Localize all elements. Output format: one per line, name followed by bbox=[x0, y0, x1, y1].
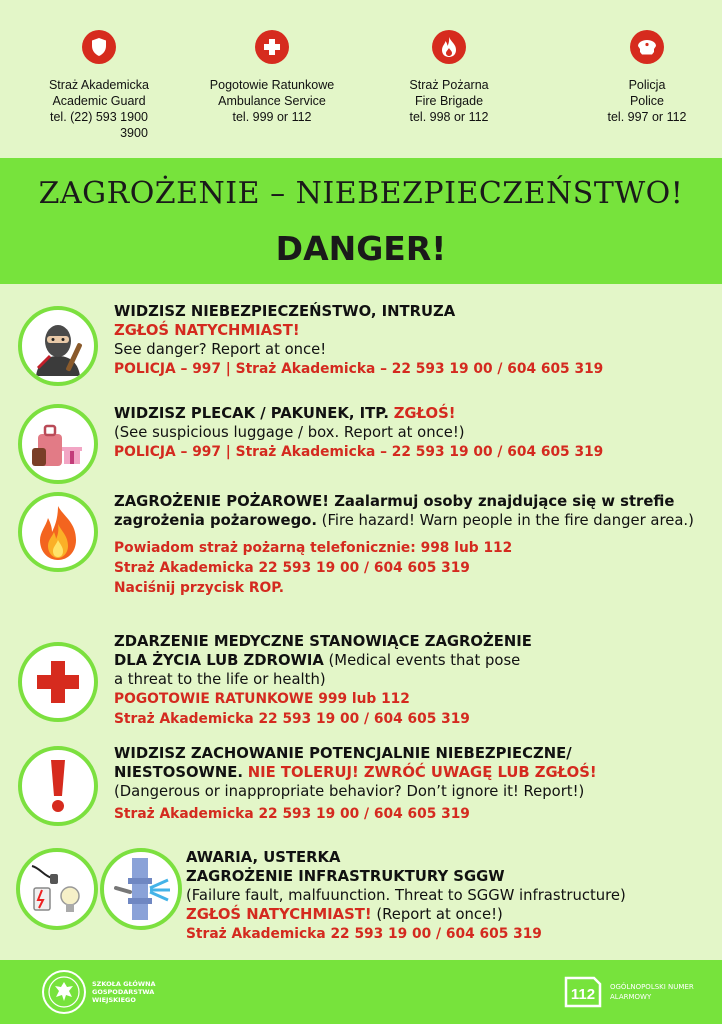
service-name-en: Academic Guard bbox=[52, 94, 146, 108]
item-english: See danger? Report at once! bbox=[114, 341, 327, 358]
service-name-en: Police bbox=[629, 94, 665, 108]
service-phone: tel. 999 or 112 bbox=[232, 110, 312, 124]
item-english-rest: a threat to the life or health) bbox=[114, 671, 326, 688]
red-cross-icon bbox=[18, 642, 98, 722]
item-action: ZGŁOŚ NATYCHMIAST! bbox=[186, 906, 372, 923]
medical-cross-icon bbox=[255, 30, 289, 64]
service-name-pl: Pogotowie Ratunkowe bbox=[209, 78, 335, 92]
item-contact: Powiadom straż pożarną telefonicznie: 998 lub 112 bbox=[114, 540, 513, 556]
page-title-en: DANGER! bbox=[275, 229, 447, 268]
service-name-pl: Policja bbox=[628, 78, 666, 92]
service-police bbox=[562, 30, 722, 125]
item-action: ZGŁOŚ! bbox=[393, 405, 456, 422]
item-heading: WIDZISZ NIEBEZPIECZEŃSTWO, INTRUZA bbox=[114, 303, 456, 320]
item-text bbox=[114, 492, 694, 598]
electrical-failure-icon bbox=[16, 848, 98, 930]
shield-icon bbox=[82, 30, 116, 64]
service-name-en: Ambulance Service bbox=[218, 94, 326, 108]
item-text bbox=[114, 632, 714, 729]
item-action: ZGŁOŚ NATYCHMIAST! bbox=[114, 322, 300, 339]
item-text bbox=[114, 302, 714, 379]
emergency-number: 112 bbox=[570, 986, 596, 1003]
item-contact: POGOTOWIE RATUNKOWE 999 lub 112 bbox=[114, 691, 410, 707]
service-fire-brigade bbox=[364, 30, 534, 125]
item-heading-block bbox=[114, 492, 694, 530]
item-heading-line2-row bbox=[114, 763, 714, 782]
item-contact: Straż Akademicka 22 593 19 00 / 604 605 319 bbox=[114, 806, 470, 822]
page-title-pl: ZAGROŻENIE – NIEBEZPIECZEŃSTWO! bbox=[38, 176, 684, 211]
item-heading: WIDZISZ PLECAK / PAKUNEK, ITP. bbox=[114, 405, 389, 422]
item-english: (See suspicious luggage / box. Report at once!) bbox=[114, 424, 465, 441]
item-action: NIE TOLERUJ! ZWRÓĆ UWAGĘ LUB ZGŁOŚ! bbox=[247, 764, 597, 781]
danger-header-band bbox=[0, 158, 722, 284]
footer-band bbox=[0, 960, 722, 1024]
item-heading-line2: NIESTOSOWNE. bbox=[114, 764, 243, 781]
police-cap-icon bbox=[630, 30, 664, 64]
item-heading-line1: AWARIA, USTERKA bbox=[186, 849, 341, 866]
fire-icon bbox=[18, 492, 98, 572]
emergency-112-icon bbox=[560, 972, 604, 1012]
service-name-pl: Straż Pożarna bbox=[409, 78, 489, 92]
service-academic-guard bbox=[14, 30, 184, 141]
burst-pipe-icon bbox=[100, 848, 182, 930]
exclamation-icon bbox=[18, 746, 98, 826]
item-heading-line2: DLA ŻYCIA LUB ZDROWIA bbox=[114, 652, 324, 669]
flame-icon bbox=[432, 30, 466, 64]
item-english-inline: (Medical events that pose bbox=[328, 652, 521, 669]
item-contact: POLICJA – 997 | Straż Akademicka – 22 593 19 00 / 604 605 319 bbox=[114, 444, 604, 460]
item-contact: Straż Akademicka 22 593 19 00 / 604 605 319 bbox=[186, 926, 542, 942]
item-action-english: (Report at once!) bbox=[376, 906, 503, 923]
university-logo bbox=[42, 970, 172, 1014]
service-name-en: Fire Brigade bbox=[414, 94, 484, 108]
item-heading-line2-row bbox=[114, 651, 714, 670]
item-text bbox=[114, 404, 714, 462]
item-heading-line bbox=[114, 404, 714, 423]
item-action-row bbox=[186, 905, 716, 924]
service-name-pl: Straż Akademicka bbox=[48, 78, 150, 92]
item-text bbox=[186, 848, 716, 944]
university-name: SZKOŁA GŁÓWNA GOSPODARSTWA WIEJSKIEGO bbox=[92, 980, 156, 1004]
emergency-label: OGÓLNOPOLSKI NUMER ALARMOWY bbox=[610, 983, 694, 1001]
item-contact: Naciśnij przycisk ROP. bbox=[114, 580, 285, 596]
item-english: (Failure fault, malfuunction. Threat to SGGW infrastructure) bbox=[186, 887, 626, 904]
item-contact: Straż Akademicka 22 593 19 00 / 604 605 319 bbox=[114, 560, 470, 576]
university-seal-icon bbox=[42, 970, 86, 1014]
service-phone-extra: 3900 bbox=[120, 126, 148, 140]
item-heading-line2: ZAGROŻENIE INFRASTRUKTURY SGGW bbox=[186, 868, 505, 885]
item-english: (Fire hazard! Warn people in the fire danger area.) bbox=[321, 512, 694, 529]
service-phone: tel. 998 or 112 bbox=[409, 110, 489, 124]
spacer bbox=[114, 530, 694, 538]
emergency-112-logo bbox=[560, 972, 694, 1012]
item-contact: POLICJA – 997 | Straż Akademicka – 22 593 19 00 / 604 605 319 bbox=[114, 361, 604, 377]
intruder-icon bbox=[18, 306, 98, 386]
item-contact: Straż Akademicka 22 593 19 00 / 604 605 319 bbox=[114, 711, 470, 727]
item-heading: ZAGROŻENIE POŻAROWE! Zaalarmuj osoby znajdujące się w strefie zagrożenia pożarowego. bbox=[114, 493, 675, 529]
service-phone: tel. (22) 593 1900 bbox=[50, 110, 148, 124]
item-heading-line1: ZDARZENIE MEDYCZNE STANOWIĄCE ZAGROŻENIE bbox=[114, 633, 532, 650]
service-phone: tel. 997 or 112 bbox=[607, 110, 687, 124]
item-heading-line1: WIDZISZ ZACHOWANIE POTENCJALNIE NIEBEZPIECZNE/ bbox=[114, 745, 572, 762]
service-ambulance bbox=[187, 30, 357, 125]
item-text bbox=[114, 744, 714, 824]
item-english: (Dangerous or inappropriate behavior? Don’t ignore it! Report!) bbox=[114, 783, 585, 800]
emergency-services-row bbox=[0, 0, 722, 158]
luggage-icon bbox=[18, 404, 98, 484]
